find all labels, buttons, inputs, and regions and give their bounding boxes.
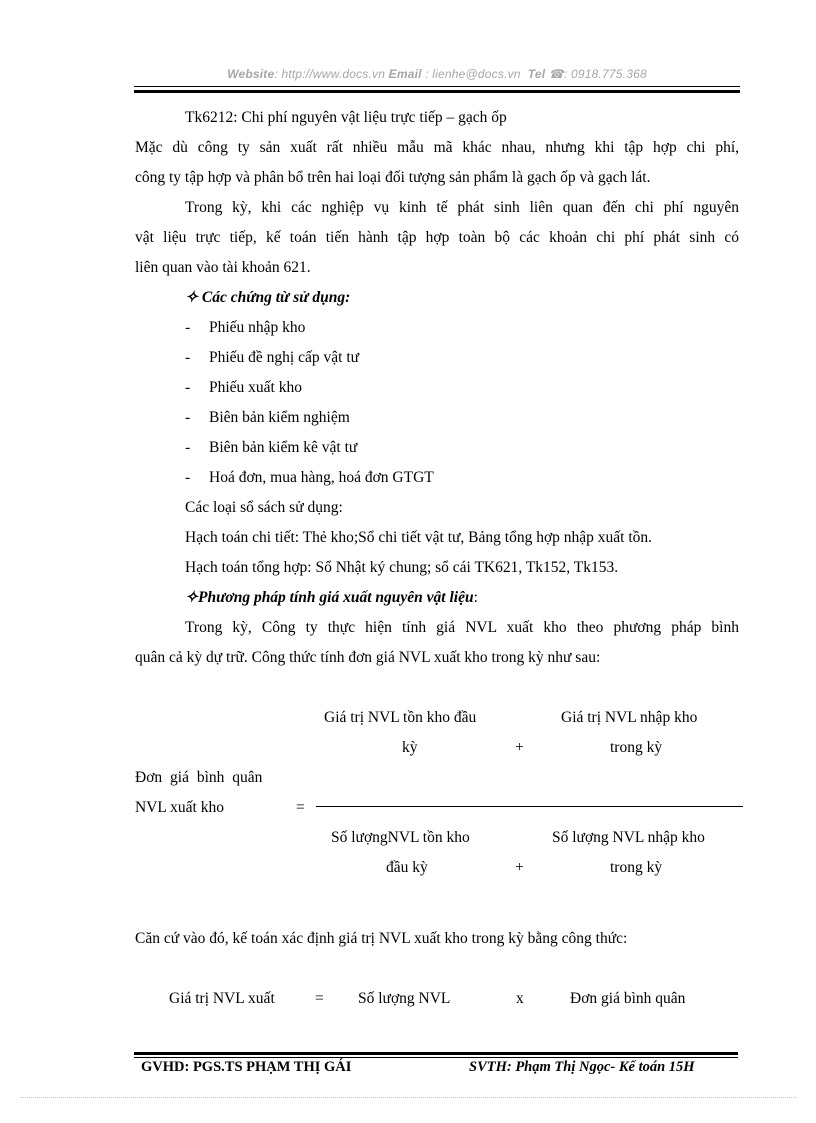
export-value-equals: =: [315, 990, 324, 1007]
average-unit-price: Đơn giá bình quân: [570, 990, 686, 1007]
website-label: Website: [227, 67, 275, 81]
header-rule-thick: [134, 90, 740, 93]
numerator-term-a: Giá trị NVL tồn kho đầu: [324, 709, 477, 726]
paragraph-1-line-2: công ty tập hợp và phân bổ trên hai loại đối tượng sản phẩm là gạch ốp và gạch lát.: [135, 169, 651, 186]
heading-documents: ✧ Các chứng từ sử dụng:: [185, 289, 351, 306]
paragraph-1-line-1: Mặc dù công ty sản xuất rất nhiều mẫu mã khác nhau, nhưng khi tập hợp chi phí,: [135, 139, 739, 156]
books-detail: Hạch toán chi tiết: Thẻ kho;Sổ chi tiết vật tư, Bảng tổng hợp nhập xuất tồn.: [185, 529, 653, 546]
diamond-bullet-icon: ✧: [185, 589, 198, 606]
list-item: - Phiếu nhập kho: [185, 319, 306, 336]
website-value: : http://www.docs.vn: [274, 67, 386, 81]
heading-pricing-method: ✧Phương pháp tính giá xuất nguyên vật liệu:: [185, 589, 478, 606]
list-item: - Phiếu xuất kho: [185, 379, 302, 396]
export-value-lhs: Giá trị NVL xuất: [169, 990, 275, 1007]
denominator-term-a: Số lượngNVL tồn kho: [331, 829, 470, 846]
numerator-term-b: Giá trị NVL nhập kho: [561, 709, 698, 726]
header-rule-thin: [134, 86, 740, 87]
list-item: - Hoá đơn, mua hàng, hoá đơn GTGT: [185, 469, 434, 486]
phone-icon: ☎: [548, 67, 564, 81]
page-bottom-dotted-line: [20, 1097, 796, 1098]
page-header: [134, 67, 740, 81]
footer-student: SVTH: Phạm Thị Ngọc- Kế toán 15H: [469, 1059, 695, 1075]
list-item: - Phiếu đề nghị cấp vật tư: [185, 349, 360, 366]
paragraph-3-line-2: quân cả kỳ dự trữ. Công thức tính đơn giá NVL xuất kho trong kỳ như sau:: [135, 649, 601, 666]
tel-value: : 0918.775.368: [563, 67, 647, 81]
email-label: Email: [388, 67, 422, 81]
diamond-bullet-icon: ✧: [185, 289, 198, 306]
formula-lhs-line-2: NVL xuất kho: [135, 799, 224, 816]
paragraph-2-line-3: liên quan vào tài khoản 621.: [135, 259, 311, 276]
denominator-term-b-cont: trong kỳ: [610, 859, 663, 876]
numerator-term-a-cont: kỳ: [402, 739, 418, 756]
multiply-sign: x: [516, 990, 524, 1007]
fraction-bar: [316, 806, 743, 807]
account-title: Tk6212: Chi phí nguyên vật liệu trực tiếp – gạch ốp: [185, 109, 507, 126]
paragraph-2-line-1: Trong kỳ, khi các nghiệp vụ kinh tế phát sinh liên quan đến chi phí nguyên: [185, 199, 739, 216]
email-value: : lienhe@docs.vn: [425, 67, 521, 81]
export-quantity: Số lượng NVL: [358, 990, 451, 1007]
footer-rule-thick: [134, 1052, 738, 1055]
books-general: Hạch toán tổng hợp: Sổ Nhật ký chung; sổ cái TK621, Tk152, Tk153.: [185, 559, 619, 576]
paragraph-3-line-1: Trong kỳ, Công ty thực hiện tính giá NVL xuất kho theo phương pháp bình: [185, 619, 739, 636]
books-title: Các loại sổ sách sử dụng:: [185, 499, 343, 516]
tel-label: Tel: [527, 67, 546, 81]
paragraph-4: Căn cứ vào đó, kế toán xác định giá trị NVL xuất kho trong kỳ bằng công thức:: [135, 930, 628, 947]
numerator-plus: +: [515, 739, 524, 756]
formula-lhs-line-1: Đơn giá bình quân: [135, 769, 263, 786]
denominator-plus: +: [515, 859, 524, 876]
formula-equals: =: [296, 799, 305, 816]
numerator-term-b-cont: trong kỳ: [610, 739, 663, 756]
denominator-term-a-cont: đầu kỳ: [386, 859, 428, 876]
list-item: - Biên bản kiểm kê vật tư: [185, 439, 358, 456]
paragraph-2-line-2: vật liệu trực tiếp, kế toán tiến hành tập hợp toàn bộ các khoản chi phí phát sinh có: [135, 229, 739, 246]
footer-supervisor: GVHD: PGS.TS PHẠM THỊ GÁI: [141, 1059, 352, 1075]
denominator-term-b: Số lượng NVL nhập kho: [552, 829, 705, 846]
list-item: - Biên bản kiểm nghiệm: [185, 409, 350, 426]
